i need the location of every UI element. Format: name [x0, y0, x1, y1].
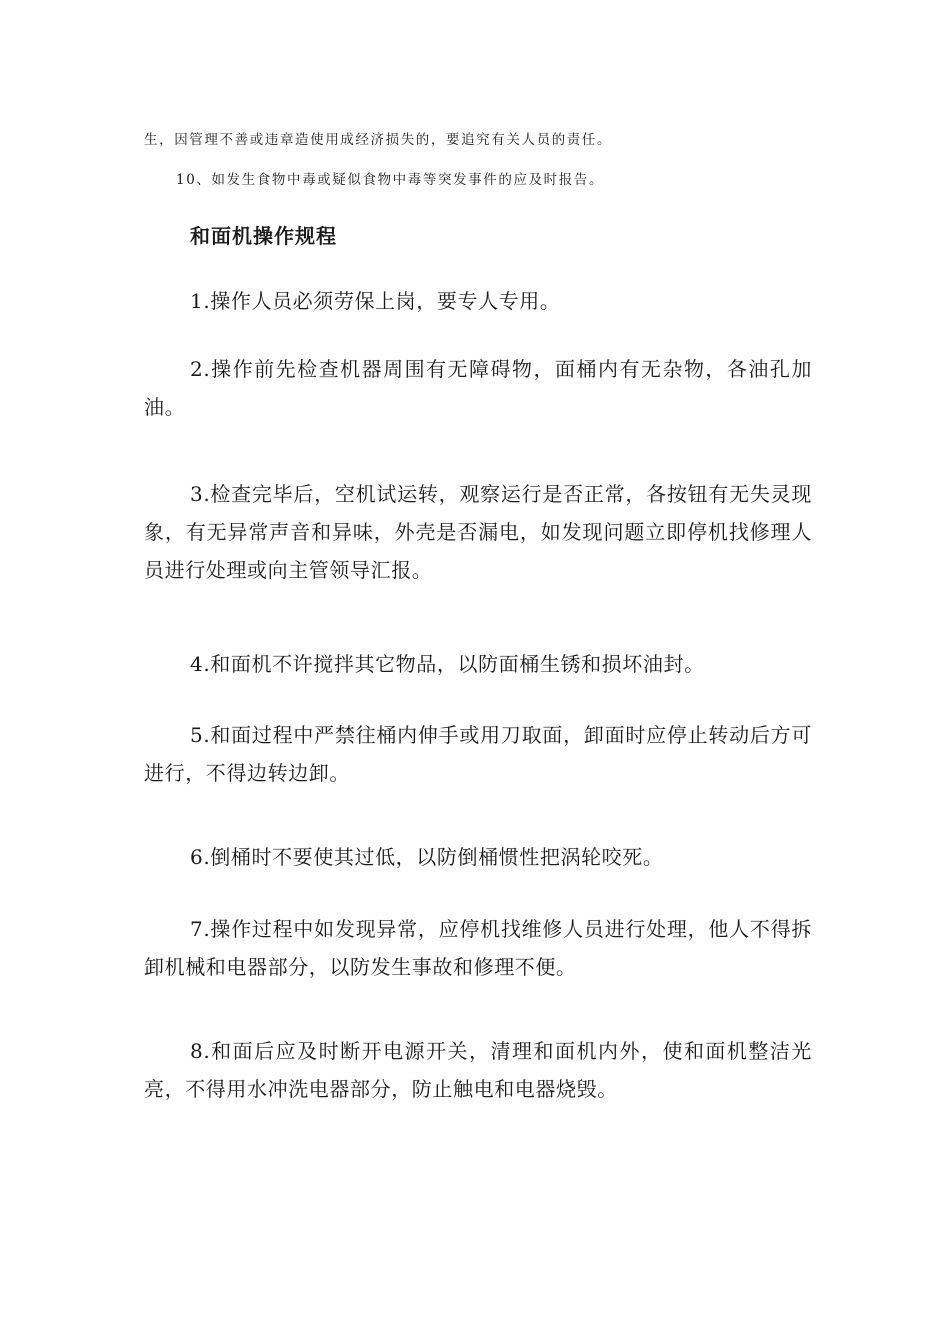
section-title: 和面机操作规程 — [190, 224, 337, 248]
previous-section-continuation: 生，因管理不善或违章造使用成经济损失的，要追究有关人员的责任。 — [144, 132, 613, 148]
rule-item-5: 5.和面过程中严禁往桶内伸手或用刀取面，卸面时应停止转动后方可进行，不得边转边卸。 — [144, 723, 812, 785]
rule-item-8: 8.和面后应及时断开电源开关，清理和面机内外，使和面机整洁光亮，不得用水冲洗电器部分，防止触电和电器烧毁。 — [144, 1039, 812, 1101]
rule-item-6: 6.倒桶时不要使其过低，以防倒桶惯性把涡轮咬死。 — [190, 845, 664, 869]
rule-item-1: 1.操作人员必须劳保上岗，要专人专用。 — [190, 289, 561, 313]
rule-item-2: 2.操作前先检查机器周围有无障碍物，面桶内有无杂物，各油孔加油。 — [144, 357, 812, 419]
rule-item-3: 3.检查完毕后，空机试运转，观察运行是否正常，各按钮有无失灵现象，有无异常声音和异味，外壳是否漏电，如发现问题立即停机找修理人员进行处理或向主管领导汇报。 — [144, 482, 812, 582]
rule-item-7: 7.操作过程中如发现异常，应停机找维修人员进行处理，他人不得拆卸机械和电器部分，以防发生事故和修理不便。 — [144, 917, 812, 979]
previous-section-item-10: 10、如发生食物中毒或疑似食物中毒等突发事件的应及时报告。 — [176, 172, 605, 188]
rule-item-4: 4.和面机不许搅拌其它物品，以防面桶生锈和损坏油封。 — [190, 652, 705, 676]
